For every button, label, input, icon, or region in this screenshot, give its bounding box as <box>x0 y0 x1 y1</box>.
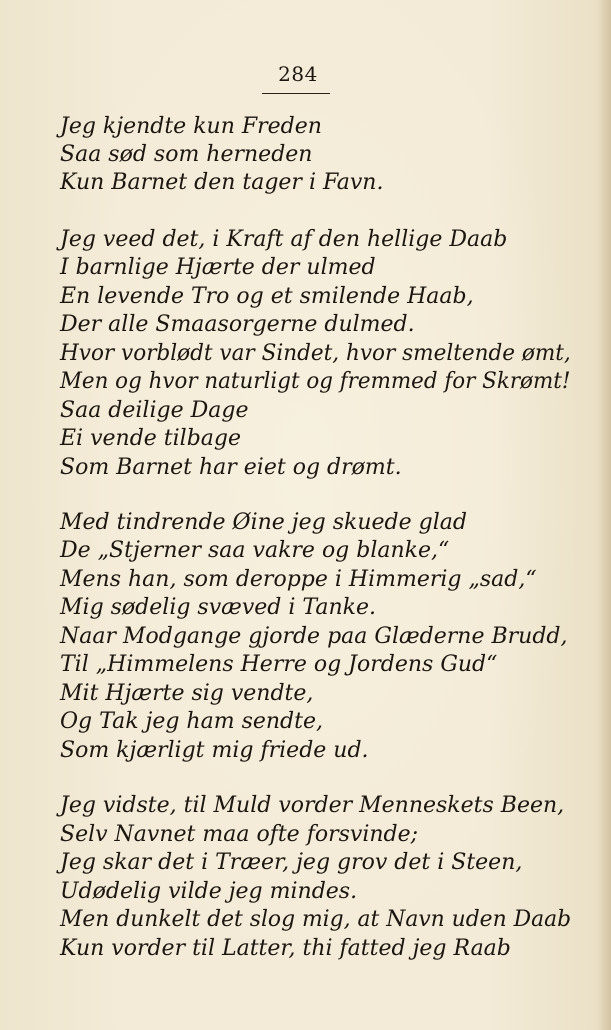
verse-line: Saa deilige Dage <box>60 398 249 423</box>
verse-line: Saa sød som herneden <box>60 142 313 167</box>
verse-line: Kun vorder til Latter, thi fatted jeg Raab <box>60 936 511 961</box>
verse-line: En levende Tro og et smilende Haab, <box>60 284 474 309</box>
verse-line: De „Stjerner saa vakre og blanke,“ <box>60 538 450 563</box>
verse-line: Mens han, som deroppe i Himmerig „sad,“ <box>60 567 537 592</box>
verse-line: Som Barnet har eiet og drømt. <box>60 455 402 480</box>
verse-line: Med tindrende Øine jeg skuede glad <box>60 510 467 535</box>
page-number: 284 <box>278 62 318 86</box>
verse-line: Ei vende tilbage <box>60 426 242 451</box>
verse-line: Men og hvor naturligt og fremmed for Skrømt! <box>60 369 571 394</box>
verse-line: Og Tak jeg ham sendte, <box>60 709 323 734</box>
verse-line: Jeg kjendte kun Freden <box>60 114 322 139</box>
verse-line: Jeg vidste, til Muld vorder Menneskets Been, <box>60 793 565 818</box>
verse-line: Men dunkelt det slog mig, at Navn uden Daab <box>60 907 572 932</box>
verse-line: Jeg skar det i Træer, jeg grov det i Steen, <box>60 850 523 875</box>
verse-line: Som kjærligt mig friede ud. <box>60 738 369 763</box>
verse-line: Hvor vorblødt var Sindet, hvor smeltende ømt, <box>60 341 571 366</box>
verse-line: Mig sødelig svæved i Tanke. <box>60 595 376 620</box>
verse-line: Selv Navnet maa ofte forsvinde; <box>60 822 419 847</box>
verse-line: Udødelig vilde jeg mindes. <box>60 879 358 904</box>
verse-line: Jeg veed det, i Kraft af den hellige Daab <box>60 227 508 252</box>
verse-line: Der alle Smaasorgerne dulmed. <box>60 312 415 337</box>
verse-line: Mit Hjærte sig vendte, <box>60 681 314 706</box>
page-number-rule <box>262 93 330 94</box>
verse-line: Til „Himmelens Herre og Jordens Gud“ <box>60 652 498 677</box>
page-edge-shadow <box>597 0 611 1030</box>
verse-line: I barnlige Hjærte der ulmed <box>60 255 376 280</box>
verse-line: Naar Modgange gjorde paa Glæderne Brudd, <box>60 624 568 649</box>
verse-line: Kun Barnet den tager i Favn. <box>60 170 384 195</box>
